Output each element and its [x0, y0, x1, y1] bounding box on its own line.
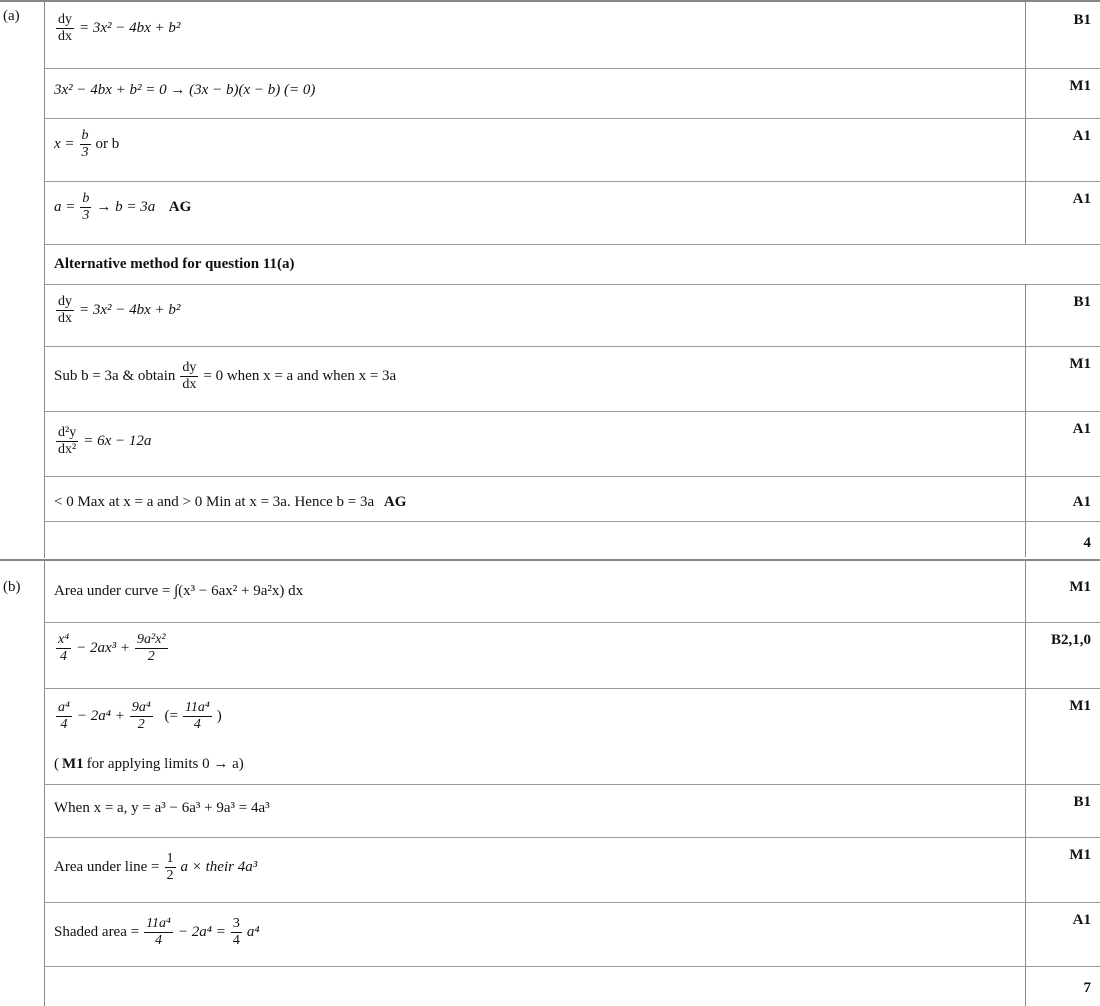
table-row — [44, 411, 1100, 477]
text: a⁴ — [246, 924, 260, 940]
table-row — [44, 837, 1100, 903]
table-row — [44, 561, 1100, 623]
equation: Area under curve = ∫(x³ − 6ax² + 9a²x) dx — [54, 583, 304, 599]
text: − 2a⁴ + — [76, 708, 125, 724]
table-row — [44, 346, 1100, 412]
alt-heading-row — [44, 244, 1100, 285]
denominator: dx — [58, 29, 72, 44]
text: Sub b = 3a & obtain — [54, 368, 176, 384]
mark: M1 — [1069, 356, 1091, 372]
text: − 2a⁴ = — [177, 924, 226, 940]
note: for applying limits 0 → a) — [86, 756, 244, 772]
equation: = 3x² − 4bx + b² — [79, 302, 181, 318]
denominator: 4 — [155, 933, 162, 948]
equation: 3x² − 4bx + b² = 0 → (3x − b)(x − b) (= 0) — [54, 82, 316, 98]
mark: M1 — [1069, 847, 1091, 863]
mark: A1 — [1072, 191, 1091, 207]
equation: = 3x² − 4bx + b² — [79, 20, 181, 36]
denominator: 3 — [82, 208, 90, 223]
table-row — [44, 68, 1100, 119]
numerator: 3 — [232, 916, 240, 931]
denominator: 2 — [166, 868, 174, 883]
denominator: 3 — [81, 145, 89, 160]
mark-ref: M1 — [62, 756, 84, 772]
text: Area under line = — [54, 859, 160, 875]
text: x = — [54, 136, 75, 152]
numerator: 11a⁴ — [184, 700, 210, 715]
total-marks: 4 — [1083, 535, 1091, 551]
mark: A1 — [1072, 421, 1091, 437]
table-row — [44, 784, 1100, 838]
mark: M1 — [1069, 579, 1091, 595]
mark: B2,1,0 — [1050, 632, 1091, 648]
text: (= — [164, 708, 178, 724]
denominator: 4 — [60, 717, 68, 732]
numerator: dy — [58, 12, 72, 27]
total-marks: 7 — [1083, 980, 1091, 996]
equation: = 6x − 12a — [83, 433, 152, 449]
table-row — [44, 284, 1100, 347]
mark: A1 — [1072, 128, 1091, 144]
text: or b — [95, 136, 120, 152]
numerator: 11a⁴ — [146, 916, 171, 931]
numerator: 9a⁴ — [131, 700, 151, 715]
mark: M1 — [1069, 698, 1091, 714]
text: Shaded area = — [54, 924, 140, 940]
mark: M1 — [1069, 78, 1091, 94]
numerator: a⁴ — [58, 700, 70, 715]
text: − 2ax³ + — [76, 640, 130, 656]
table-row — [44, 181, 1100, 245]
denominator: 4 — [60, 649, 68, 664]
numerator: b — [81, 128, 89, 143]
table-row — [44, 476, 1100, 522]
text: a = — [54, 199, 76, 215]
numerator: dy — [182, 360, 197, 375]
text: ( — [54, 756, 59, 772]
text: < 0 Max at x = a and > 0 Min at x = 3a. Hence b = 3a — [54, 494, 375, 510]
mark: B1 — [1073, 794, 1091, 810]
denominator: 2 — [137, 717, 145, 732]
mark: B1 — [1073, 12, 1091, 28]
ag-label: AG — [168, 199, 192, 215]
part-label: (a) — [3, 8, 20, 24]
denominator: dx — [182, 377, 197, 392]
equation: When x = a, y = a³ − 6a³ + 9a³ = 4a³ — [54, 800, 270, 816]
mark: A1 — [1072, 912, 1091, 928]
text: ) — [216, 708, 222, 724]
table-row — [44, 688, 1100, 785]
numerator: x⁴ — [58, 632, 70, 647]
table-row — [44, 902, 1100, 967]
text: → b = 3a — [96, 199, 156, 215]
alt-heading: Alternative method for question 11(a) — [54, 256, 295, 272]
denominator: 4 — [232, 933, 240, 948]
mark: B1 — [1073, 294, 1091, 310]
total-row — [44, 966, 1100, 1006]
table-row — [44, 118, 1100, 182]
table-row — [44, 622, 1100, 689]
numerator: 1 — [166, 851, 174, 866]
denominator: 4 — [193, 717, 201, 732]
denominator: dx² — [58, 442, 77, 457]
numerator: b — [82, 191, 90, 206]
ag-label: AG — [383, 494, 407, 510]
part-b — [0, 559, 1100, 1006]
numerator: dy — [58, 294, 72, 309]
text: = 0 when x = a and when x = 3a — [203, 368, 397, 384]
numerator: d²y — [58, 425, 77, 440]
total-row — [44, 521, 1100, 557]
mark: A1 — [1072, 494, 1091, 510]
text: a × their 4a³ — [180, 859, 258, 875]
numerator: 9a²x² — [137, 632, 166, 647]
table-row — [44, 2, 1100, 69]
part-label: (b) — [3, 579, 21, 595]
denominator: 2 — [147, 649, 155, 664]
denominator: dx — [58, 311, 72, 326]
